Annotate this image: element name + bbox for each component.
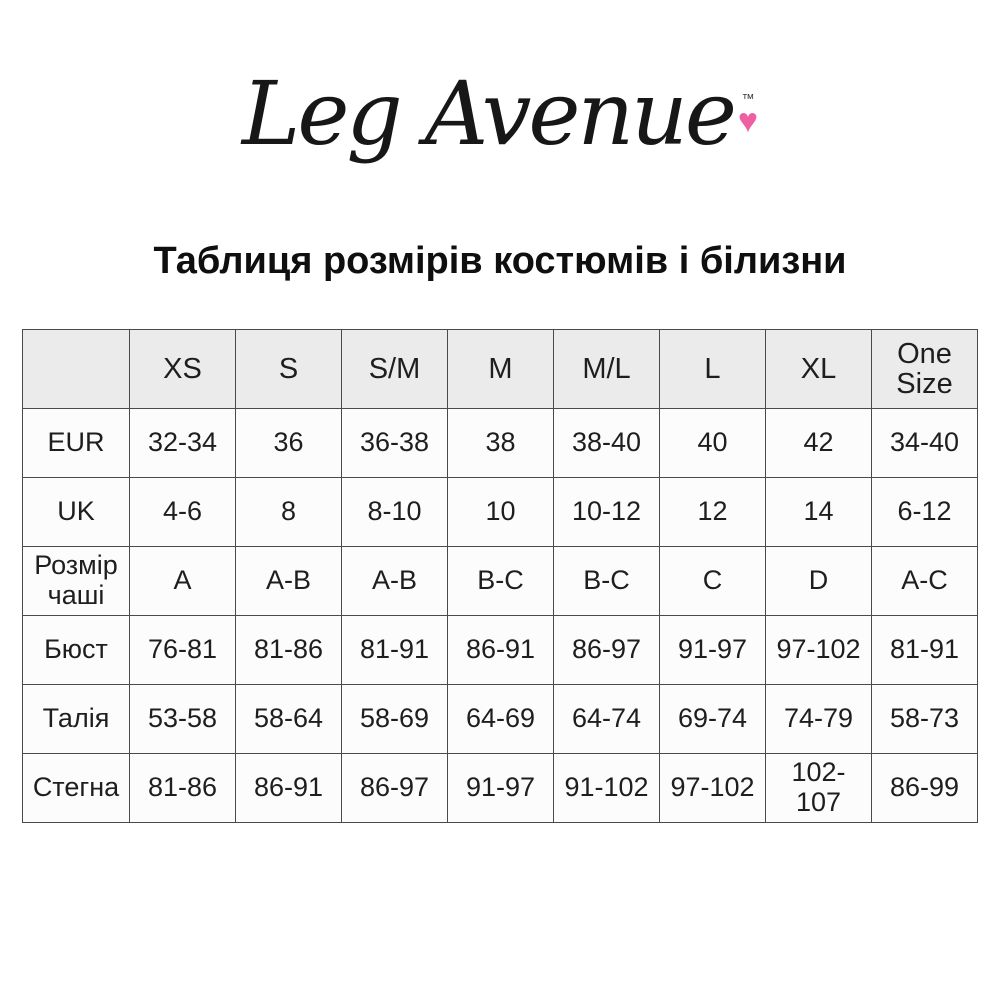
size-cell: B-C (554, 547, 660, 616)
column-header-l: L (660, 330, 766, 409)
size-cell: 97-102 (660, 754, 766, 823)
size-cell: 53-58 (130, 685, 236, 754)
table-row-waist (23, 685, 978, 754)
table-row-eur (23, 409, 978, 478)
column-header-one-size: One Size (872, 330, 978, 409)
brand-logo-text: Leg Avenue (241, 62, 734, 165)
size-cell: 91-102 (554, 754, 660, 823)
size-cell: 58-64 (236, 685, 342, 754)
size-cell: 86-97 (342, 754, 448, 823)
brand-logo-mark (737, 91, 759, 140)
size-cell: 40 (660, 409, 766, 478)
size-cell: 8 (236, 478, 342, 547)
column-header-m: M (448, 330, 554, 409)
size-cell: 34-40 (872, 409, 978, 478)
size-cell: 38-40 (554, 409, 660, 478)
table-row-uk (23, 478, 978, 547)
size-cell: 64-74 (554, 685, 660, 754)
size-cell: 36 (236, 409, 342, 478)
corner-cell (23, 330, 130, 409)
table-row-cup-size (23, 547, 978, 616)
size-cell: 97-102 (766, 616, 872, 685)
size-cell: 86-91 (236, 754, 342, 823)
size-cell: 38 (448, 409, 554, 478)
size-cell: 6-12 (872, 478, 978, 547)
size-cell: 74-79 (766, 685, 872, 754)
size-cell: A-C (872, 547, 978, 616)
size-cell: 86-99 (872, 754, 978, 823)
size-cell: 4-6 (130, 478, 236, 547)
table-row-bust (23, 616, 978, 685)
size-cell: 12 (660, 478, 766, 547)
size-cell: 42 (766, 409, 872, 478)
size-cell: 58-69 (342, 685, 448, 754)
size-cell: D (766, 547, 872, 616)
column-header-xl: XL (766, 330, 872, 409)
size-cell: 36-38 (342, 409, 448, 478)
size-cell: C (660, 547, 766, 616)
size-cell: 64-69 (448, 685, 554, 754)
page-title: Таблиця розмірів костюмів і білизни (153, 240, 847, 282)
size-table (22, 329, 978, 823)
size-cell: 10 (448, 478, 554, 547)
row-label: Бюст (23, 616, 130, 685)
size-cell: 76-81 (130, 616, 236, 685)
size-cell: 102-107 (766, 754, 872, 823)
row-label: Талія (23, 685, 130, 754)
row-label: EUR (23, 409, 130, 478)
size-cell: A (130, 547, 236, 616)
size-cell: 86-97 (554, 616, 660, 685)
row-label: Розмір чаші (23, 547, 130, 616)
row-label: UK (23, 478, 130, 547)
size-cell: 81-91 (872, 616, 978, 685)
column-header-s: S (236, 330, 342, 409)
table-row-hips (23, 754, 978, 823)
trademark-symbol: ™ (741, 91, 755, 106)
size-cell: 8-10 (342, 478, 448, 547)
heart-icon: ♥ (737, 102, 759, 140)
size-cell: B-C (448, 547, 554, 616)
size-cell: 69-74 (660, 685, 766, 754)
size-cell: 91-97 (660, 616, 766, 685)
brand-logo (0, 0, 1000, 184)
size-cell: 58-73 (872, 685, 978, 754)
row-label: Стегна (23, 754, 130, 823)
size-cell: 81-86 (130, 754, 236, 823)
size-cell: 81-86 (236, 616, 342, 685)
column-header-sm: S/M (342, 330, 448, 409)
size-cell: 32-34 (130, 409, 236, 478)
size-cell: A-B (236, 547, 342, 616)
size-cell: 91-97 (448, 754, 554, 823)
size-cell: 81-91 (342, 616, 448, 685)
size-cell: 86-91 (448, 616, 554, 685)
size-cell: A-B (342, 547, 448, 616)
column-header-xs: XS (130, 330, 236, 409)
column-header-ml: M/L (554, 330, 660, 409)
size-cell: 10-12 (554, 478, 660, 547)
size-cell: 14 (766, 478, 872, 547)
header-row (23, 330, 978, 409)
